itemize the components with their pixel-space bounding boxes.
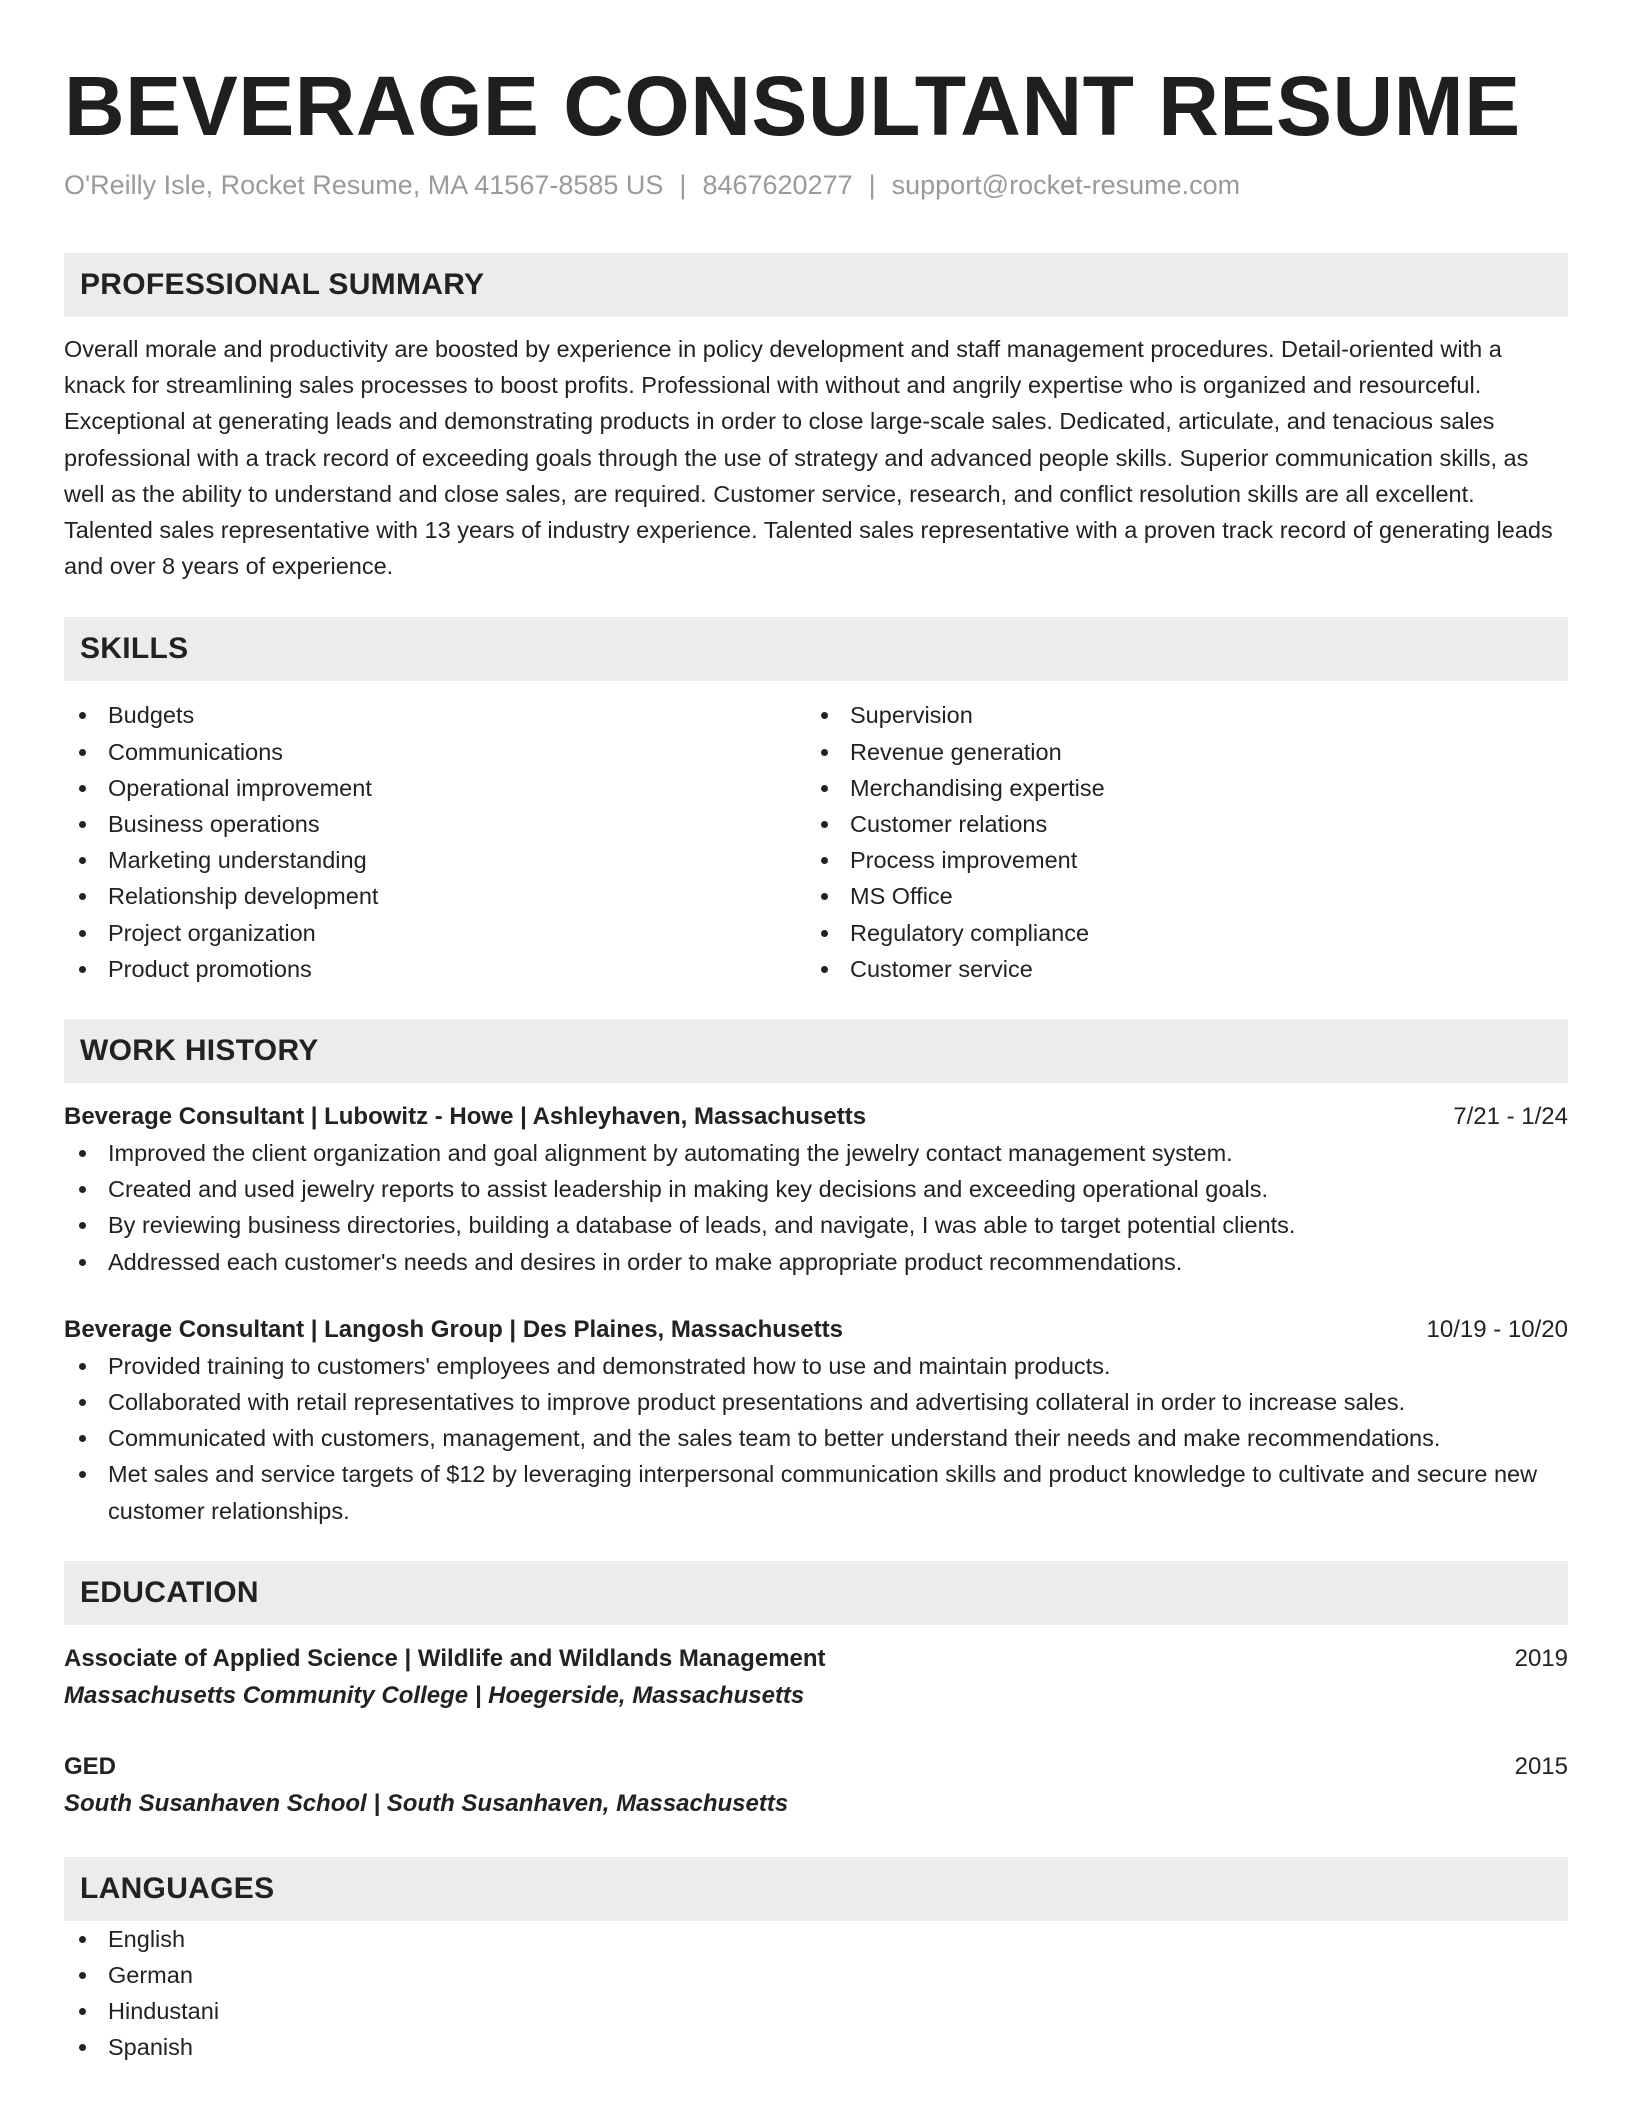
education-school: Massachusetts Community College | Hoegerside, Massachusetts (64, 1681, 805, 1709)
skill-item: Business operations (64, 806, 806, 842)
skill-item: Revenue generation (806, 734, 1548, 770)
skills-column-left (64, 697, 806, 987)
resume-page (64, 0, 1568, 2066)
job-bullet: By reviewing business directories, building a database of leads, and navigate, I was able to target potential clients. (64, 1207, 1568, 1243)
skill-item: Relationship development (64, 878, 806, 914)
skills-list (64, 697, 1568, 987)
section-heading-education: EDUCATION (64, 1561, 1568, 1625)
job-bullet: Created and used jewelry reports to assist leadership in making key decisions and exceeding operational goals. (64, 1171, 1568, 1207)
skill-item: Process improvement (806, 842, 1548, 878)
resume-title: BEVERAGE CONSULTANT RESUME (64, 59, 1521, 153)
job-title: Beverage Consultant | Lubowitz - Howe | Ashleyhaven, Massachusetts (64, 1103, 867, 1131)
section-heading-languages: LANGUAGES (64, 1857, 1568, 1921)
contact-email: support@rocket-resume.com (891, 170, 1241, 200)
skill-item: Supervision (806, 697, 1548, 733)
job-bullets (64, 1348, 1568, 1529)
skills-column-right (806, 697, 1548, 987)
skill-item: Communications (64, 734, 806, 770)
education-header (64, 1641, 1568, 1677)
section-heading-work-history: WORK HISTORY (64, 1019, 1568, 1083)
job-bullets (64, 1135, 1568, 1280)
language-item: Hindustani (64, 1993, 1568, 2029)
education-school: South Susanhaven School | South Susanhaven, Massachusetts (64, 1789, 789, 1817)
job-bullet: Addressed each customer's needs and desires in order to make appropriate product recommendations. (64, 1244, 1568, 1280)
education-degree: GED (64, 1752, 117, 1780)
languages-list (64, 1921, 1568, 2066)
job-dates: 7/21 - 1/24 (1453, 1103, 1568, 1131)
section-heading-summary: PROFESSIONAL SUMMARY (64, 253, 1568, 317)
job-bullet: Communicated with customers, management, and the sales team to better understand their needs and make recommendations. (64, 1420, 1568, 1456)
education-degree: Associate of Applied Science | Wildlife and Wildlands Management (64, 1644, 826, 1672)
contact-phone: 8467620277 (702, 170, 853, 200)
contact-separator: | (679, 170, 687, 200)
education-year: 2015 (1514, 1752, 1568, 1780)
job-header (64, 1312, 1568, 1348)
language-item: German (64, 1957, 1568, 1993)
skill-item: Merchandising expertise (806, 770, 1548, 806)
skill-item: Customer service (806, 951, 1548, 987)
summary-paragraph: Overall morale and productivity are boosted by experience in policy development and staff management procedures. Detail-oriented with a knack for streamlining sales processes to boost profits. Professional with without and angrily expertise who is organized and resourceful. Exceptional at generating leads and demonstrating products in order to close large-scale sales. Dedicated, articulate, and tenacious sales professional with a track record of exceeding goals through the use of strategy and advanced people skills. Superior communication skills, as well as the ability to understand and close sales, are required. Customer service, research, and conflict resolution skills are all excellent. Talented sales representative with 13 years of industry experience. Talented sales representative with a proven track record of generating leads and over 8 years of experience. (64, 336, 1553, 580)
education-header (64, 1749, 1568, 1785)
job-bullet: Improved the client organization and goal alignment by automating the jewelry contact management system. (64, 1135, 1568, 1171)
skill-item: Product promotions (64, 951, 806, 987)
language-item: Spanish (64, 2029, 1568, 2065)
skill-item: Customer relations (806, 806, 1548, 842)
language-item: English (64, 1921, 1568, 1957)
skill-item: Marketing understanding (64, 842, 806, 878)
skill-item: Project organization (64, 915, 806, 951)
job-dates: 10/19 - 10/20 (1426, 1315, 1568, 1343)
contact-line (64, 168, 1568, 202)
job-header (64, 1099, 1568, 1135)
section-heading-skills: SKILLS (64, 617, 1568, 681)
skill-item: Operational improvement (64, 770, 806, 806)
job-bullet: Collaborated with retail representatives to improve product presentations and advertising collateral in order to increase sales. (64, 1384, 1568, 1420)
education-year: 2019 (1514, 1644, 1568, 1672)
job-bullet: Met sales and service targets of $12 by leveraging interpersonal communication skills and product knowledge to cultivate and secure new customer relationships. (64, 1456, 1568, 1528)
contact-address: O'Reilly Isle, Rocket Resume, MA 41567-8585 US (64, 170, 664, 200)
skill-item: Regulatory compliance (806, 915, 1548, 951)
contact-separator: | (868, 170, 876, 200)
job-bullet: Provided training to customers' employees and demonstrated how to use and maintain products. (64, 1348, 1568, 1384)
skill-item: MS Office (806, 878, 1548, 914)
job-title: Beverage Consultant | Langosh Group | Des Plaines, Massachusetts (64, 1315, 843, 1343)
skill-item: Budgets (64, 697, 806, 733)
